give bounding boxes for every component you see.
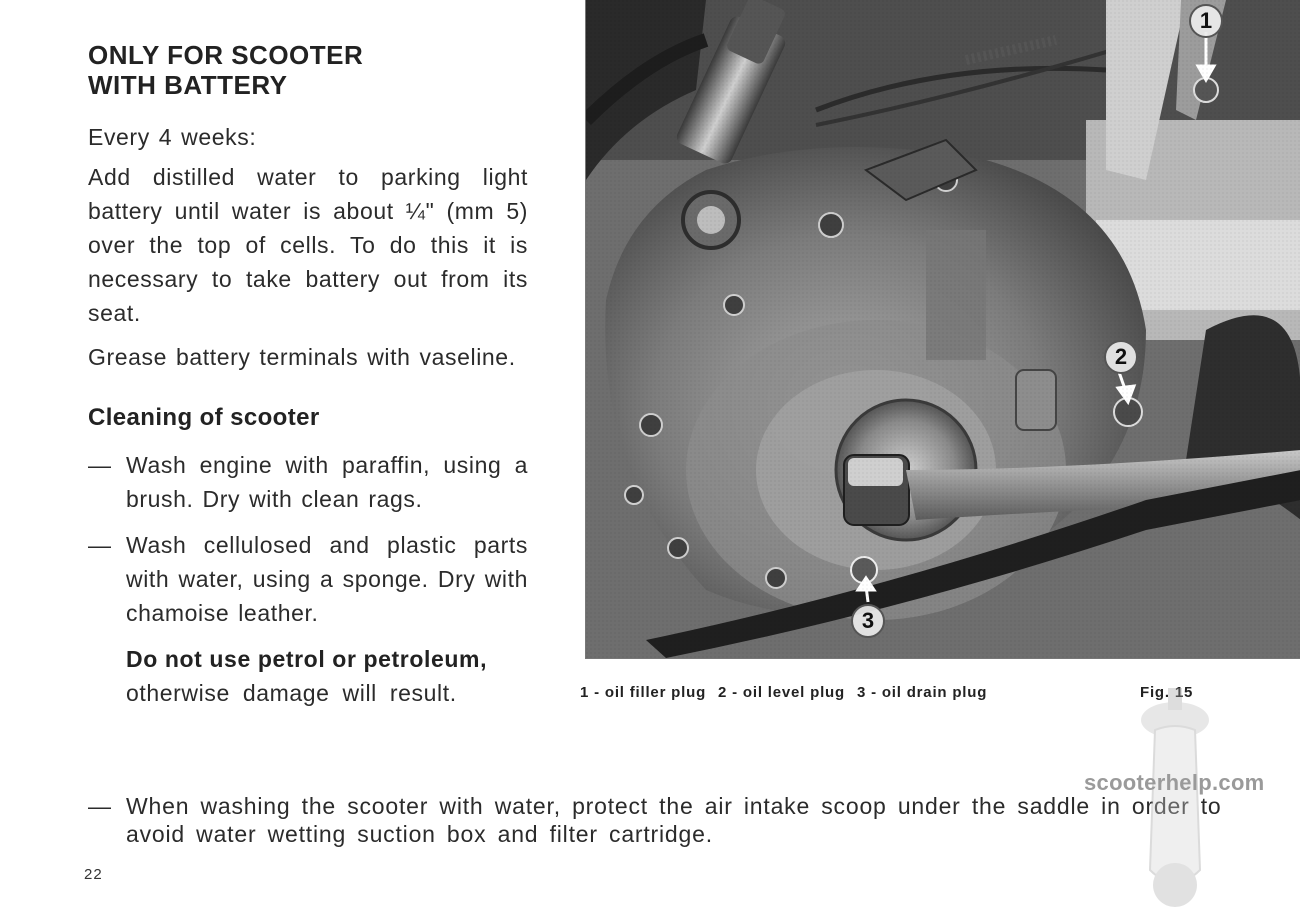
battery-section-title [88,40,528,100]
warning-note [126,642,528,710]
caption-item-2: 2 - oil level plug [718,684,845,701]
cleaning-list [88,448,528,630]
left-text-column [88,40,528,710]
engine-illustration [586,0,1300,658]
callout-1: 1 [1189,4,1223,38]
list-item [88,448,528,516]
watermark-text: scooterhelp.com [1084,770,1265,795]
list-dash: — [88,793,111,819]
caption-item-1: 1 - oil filler plug [580,684,707,701]
battery-title-line-1: ONLY FOR SCOOTER [88,40,364,70]
list-dash: — [88,532,111,558]
cleaning-section-title: Cleaning of scooter [88,404,320,431]
engine-photo [585,0,1300,659]
list-item-text: Wash engine with paraffin, using a brush. Dry with clean rags. [126,452,528,512]
caption-item-3: 3 - oil drain plug [856,684,988,701]
list-item-text: Wash cellulosed and plastic parts with water, using a sponge. Dry with chamoise leather. [126,532,528,626]
list-item [88,528,528,630]
battery-instruction: Add distilled water to parking light battery until water is about ¼" (mm 5) over the top of cells. To do this it is necessary to take battery out from its seat. [88,164,528,326]
callout-2: 2 [1104,340,1138,374]
battery-title-line-2: WITH BATTERY [88,70,288,100]
figure-label: Fig. 15 [1140,684,1194,701]
callout-3: 3 [851,604,885,638]
page-number: 22 [84,866,103,883]
battery-interval: Every 4 weeks: [88,124,257,150]
warning-rest: otherwise damage will result. [126,680,457,706]
list-dash: — [88,452,111,478]
warning-bold: Do not use petrol or petroleum, [126,646,488,672]
final-list-item [88,792,1228,848]
final-list-item-text: When washing the scooter with water, protect the air intake scoop under the saddle in order to avoid water wetting suction box and filter cartridge. [126,793,1222,847]
grease-note: Grease battery terminals with vaseline. [88,344,516,370]
